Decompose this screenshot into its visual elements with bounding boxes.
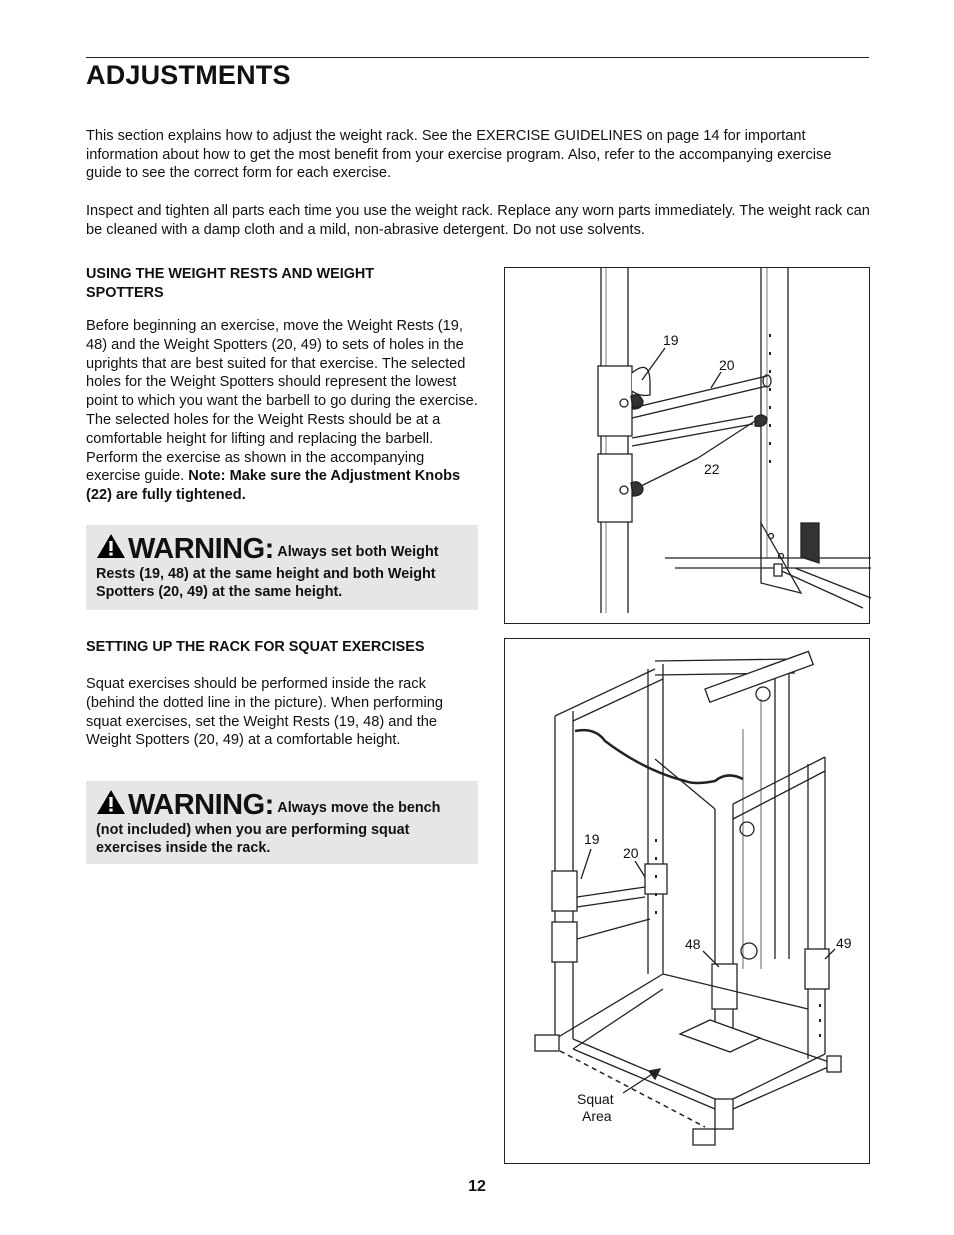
label-20: 20 (719, 357, 735, 373)
label-22: 22 (704, 461, 720, 477)
section2-body: Squat exercises should be performed inside the rack (behind the dotted line in the picture). When performing squat exercises, set the Weight Rests (19, 48) and the Weight Spotters (20, 49) at a comfortable height. (86, 676, 443, 749)
warning-label: WARNING: (128, 789, 274, 821)
warning-label: WARNING: (128, 533, 274, 565)
warning-text: Always move the bench (not included) when you are performing squat exercises inside the rack. (96, 800, 441, 856)
warning-box-1 (86, 525, 478, 610)
label-48: 48 (685, 936, 701, 952)
section2-heading: SETTING UP THE RACK FOR SQUAT EXERCISES (86, 639, 425, 655)
label-49: 49 (836, 935, 852, 951)
intro-paragraph-2: Inspect and tighten all parts each time you use the weight rack. Replace any worn parts immediately. The weight rack can be cleaned with a damp cloth and a mild, non-abrasive detergent. Do not use solvents. (86, 203, 870, 238)
power-rack-illustration (505, 639, 871, 1165)
label-squat: Squat (577, 1091, 614, 1107)
section1-body (86, 317, 478, 505)
intro-paragraph-1: This section explains how to adjust the weight rack. See the EXERCISE GUIDELINES on page 14 for important information about how to get the most benefit from your exercise program. Also, refer to the accompanying exercise guide to see the correct form for each exercise. (86, 128, 832, 181)
figure-squat-rack (504, 638, 870, 1164)
warning-triangle-icon (96, 533, 126, 565)
label-19: 19 (663, 332, 679, 348)
label-19: 19 (584, 831, 600, 847)
section1-text: Before beginning an exercise, move the Weight Rests (19, 48) and the Weight Spotters (20, 49) to sets of holes in the uprights that are best suited for that exercise. The selected holes for the Weight Spotters should represent the lowest point to which you want the barbell to go during the exercise. The selected holes for the Weight Rests should be at a comfortable height for lifting and replacing the barbell. Perform the exercise as shown in the accompanying exercise guide. (86, 318, 478, 485)
page-title: ADJUSTMENTS (86, 60, 291, 90)
warning-triangle-icon (96, 789, 126, 821)
warning-box-2 (86, 781, 478, 864)
rack-closeup-illustration (505, 268, 871, 625)
top-rule (86, 57, 869, 58)
warning-text: Always set both Weight Rests (19, 48) at the same height and both Weight Spotters (20, 49) at the same height. (96, 544, 439, 600)
section1-note: Note: Make sure the Adjustment Knobs (22) are fully tightened. (86, 468, 461, 504)
section1-heading: USING THE WEIGHT RESTS AND WEIGHT SPOTTERS (86, 266, 375, 301)
label-area: Area (582, 1108, 612, 1124)
page-number: 12 (468, 1178, 486, 1195)
label-20: 20 (623, 845, 639, 861)
figure-rests-spotters (504, 267, 870, 624)
